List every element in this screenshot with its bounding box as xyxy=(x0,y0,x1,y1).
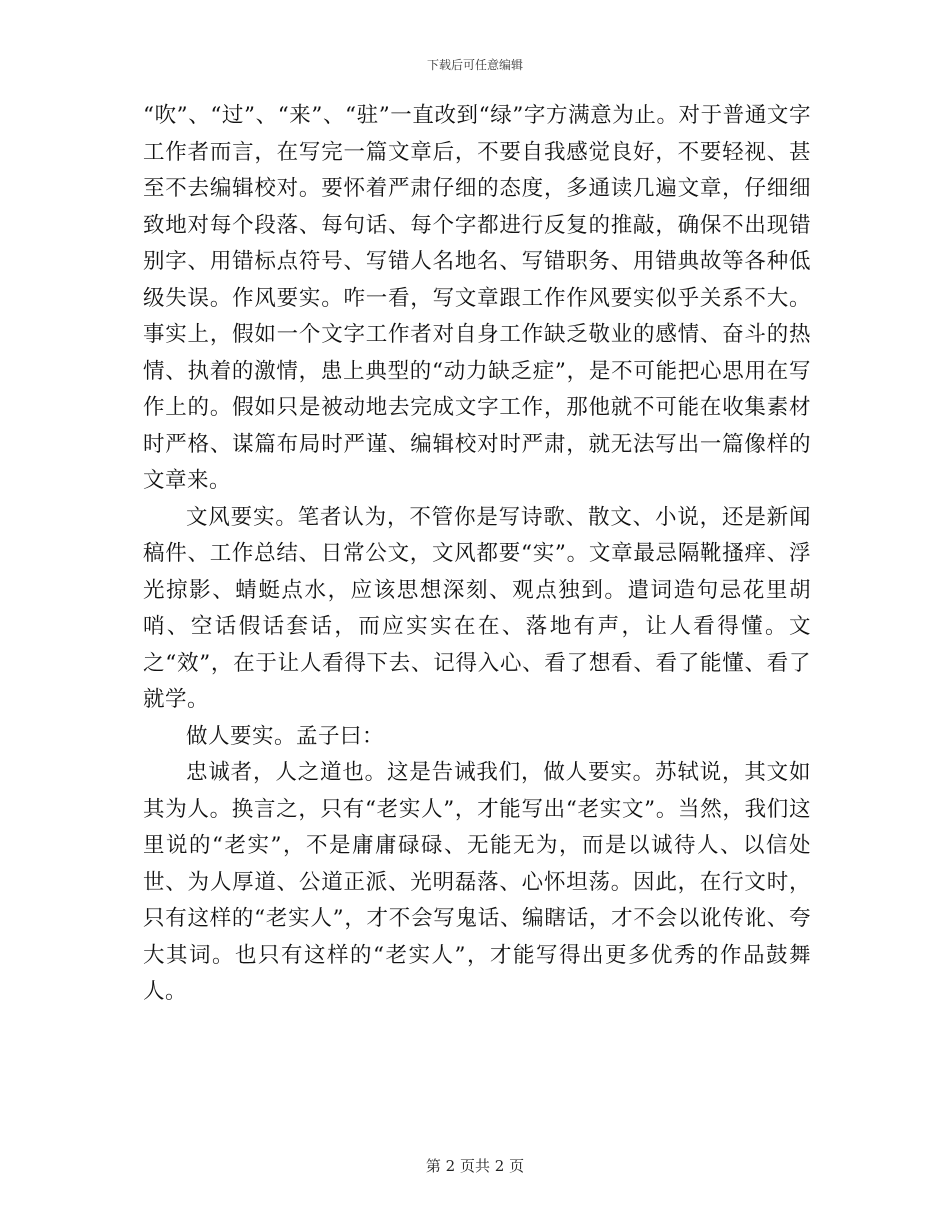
document-body xyxy=(143,98,811,1011)
paragraph-4: 忠诚者，人之道也。这是告诫我们，做人要实。苏轼说，其文如其为人。换言之，只有“老实人”，才能写出“老实文”。当然，我们这里说的“老实”，不是庸庸碌碌、无能无为，而是以诚待人、以信处世、为人厚道、公道正派、光明磊落、心怀坦荡。因此，在行文时，只有这样的“老实人”，才不会写鬼话、编瞎话，才不会以讹传讹、夸大其词。也只有这样的“老实人”，才能写得出更多优秀的作品鼓舞人。 xyxy=(143,760,811,1004)
paragraph-1: “吹”、“过”、“来”、“驻”一直改到“绿”字方满意为止。对于普通文字工作者而言，在写完一篇文章后，不要自我感觉良好，不要轻视、甚至不去编辑校对。要怀着严肃仔细的态度，多通读几遍文章，仔细细致地对每个段落、每句话、每个字都进行反复的推敲，确保不出现错别字、用错标点符号、写错人名地名、写错职务、用错典故等各种低级失误。作风要实。咋一看，写文章跟工作作风要实似乎关系不大。事实上，假如一个文字工作者对自身工作缺乏敬业的感情、奋斗的热情、执着的激情，患上典型的“动力缺乏症”，是不可能把心思用在写作上的。假如只是被动地去完成文字工作，那他就不可能在收集素材时严格、谋篇布局时严谨、编辑校对时严肃，就无法写出一篇像样的文章来。 xyxy=(143,103,811,493)
page-footer: 第 2 页共 2 页 xyxy=(425,1157,525,1175)
paragraph-3: 做人要实。孟子曰： xyxy=(186,723,385,749)
paragraph-2: 文风要实。笔者认为，不管你是写诗歌、散文、小说，还是新闻稿件、工作总结、日常公文，文风都要“实”。文章最忌隔靴搔痒、浮光掠影、蜻蜓点水，应该思想深刻、观点独到。遣词造句忌花里胡哨、空话假话套话，而应实实在在、落地有声，让人看得懂。文之“效”，在于让人看得下去、记得入心、看了想看、看了能懂、看了就学。 xyxy=(143,504,811,712)
page-header: 下载后可任意编辑 xyxy=(426,58,523,72)
